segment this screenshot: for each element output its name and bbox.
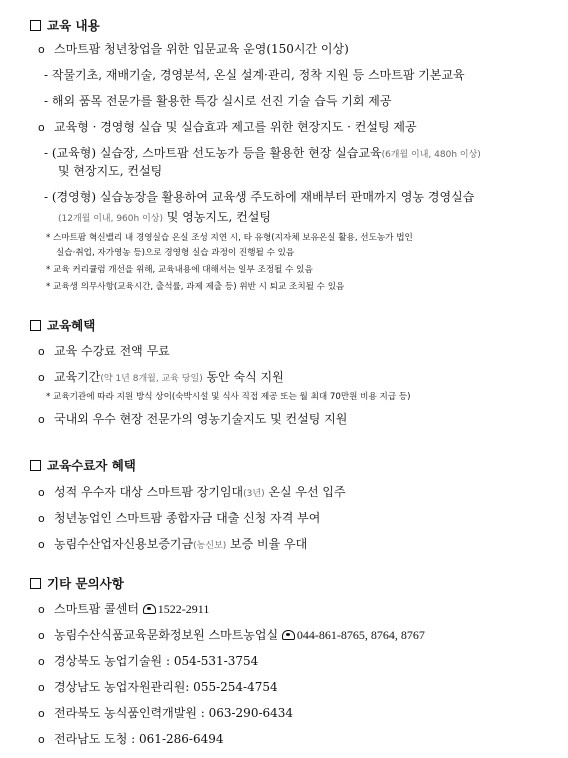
list-item: o 경상북도 농업기술원 : 054-531-3754 xyxy=(38,654,259,668)
circle-bullet-icon: o xyxy=(38,413,45,426)
checkbox-square-icon xyxy=(30,20,41,31)
circle-bullet-icon: o xyxy=(38,681,45,694)
list-item: o 전라남도 도청 : 061-286-6494 xyxy=(38,732,224,746)
circle-bullet-icon: o xyxy=(38,538,45,551)
list-item: o 국내외 우수 현장 전문가의 영농기술지도 및 컨설팅 지원 xyxy=(38,412,348,426)
circle-bullet-icon: o xyxy=(38,486,45,499)
section-title-other-inquiries: 기타 문의사항 xyxy=(30,574,124,592)
list-item: o 교육 수강료 전액 무료 xyxy=(38,344,170,358)
footnote: * 교육 커리큘럼 개선을 위해, 교육내용에 대해서는 일부 조정될 수 있음 xyxy=(46,265,313,275)
list-item: - (경영형) 실습농장을 활용하여 교육생 주도하에 재배부터 판매까지 영농 경영실습 xyxy=(44,190,475,204)
footnote: * 스마트팜 혁신밸리 내 경영실습 온실 조성 지연 시, 타 유형(지자체 보유온실 활용, 선도농가 법인 xyxy=(46,233,413,243)
checkbox-square-icon xyxy=(30,320,41,331)
checkbox-square-icon xyxy=(30,460,41,471)
circle-bullet-icon: o xyxy=(38,707,45,720)
list-item: o 교육형 · 경영형 실습 및 실습효과 제고를 위한 현장지도 · 컨설팅 제공 xyxy=(38,120,417,134)
list-item-continuation: 및 현장지도, 컨설팅 xyxy=(58,164,163,178)
section-title-graduate-benefits: 교육수료자 혜택 xyxy=(30,456,136,474)
section-title-education-content: 교육 내용 xyxy=(30,16,100,34)
list-item: o 전라북도 농식품인력개발원 : 063-290-6434 xyxy=(38,706,294,720)
circle-bullet-icon: o xyxy=(38,43,45,56)
list-item: o 농림수산식품교육문화정보원 스마트농업실 044-861-8765, 8764, 8767 xyxy=(38,628,425,642)
circle-bullet-icon: o xyxy=(38,629,45,642)
section-title-education-benefits: 교육혜택 xyxy=(30,316,95,334)
circle-bullet-icon: o xyxy=(38,345,45,358)
list-item: o 성적 우수자 대상 스마트팜 장기임대(3년) 온실 우선 입주 xyxy=(38,485,346,499)
checkbox-square-icon xyxy=(30,578,41,589)
list-item: o 스마트팜 콜센터 1522-2911 xyxy=(38,602,210,616)
circle-bullet-icon: o xyxy=(38,603,45,616)
circle-bullet-icon: o xyxy=(38,655,45,668)
list-item: - (교육형) 실습장, 스마트팜 선도농가 등을 활용한 현장 실습교육(6개월 이내, 480h 이상) xyxy=(44,146,481,160)
list-item: - 해외 품목 전문가를 활용한 특강 실시로 선진 기술 습득 기회 제공 xyxy=(44,94,392,108)
circle-bullet-icon: o xyxy=(38,733,45,746)
phone-icon xyxy=(282,630,295,640)
phone-icon xyxy=(143,604,156,614)
list-item-continuation: (12개월 이내, 960h 이상) 및 영농지도, 컨설팅 xyxy=(58,210,271,224)
list-item: o 농림수산업자신용보증기금(농신보) 보증 비율 우대 xyxy=(38,537,308,551)
list-item: o 청년농업인 스마트팜 종합자금 대출 신청 자격 부여 xyxy=(38,511,321,525)
list-item: - 작물기초, 재배기술, 경영분석, 온실 설계·관리, 정착 지원 등 스마트팜 기본교육 xyxy=(44,68,465,82)
footnote: * 교육생 의무사항(교육시간, 출석률, 과제 제출 등) 위반 시 퇴교 조치될 수 있음 xyxy=(46,282,345,292)
circle-bullet-icon: o xyxy=(38,371,45,384)
list-item: o 스마트팜 청년창업을 위한 입문교육 운영(150시간 이상) xyxy=(38,42,349,56)
list-item: o 교육기간(약 1년 8개월, 교육 당일) 동안 숙식 지원 xyxy=(38,370,284,384)
circle-bullet-icon: o xyxy=(38,512,45,525)
list-item: o 경상남도 농업자원관리원: 055-254-4754 xyxy=(38,680,278,694)
footnote: * 교육기관에 따라 지원 방식 상이(숙박시설 및 식사 직접 제공 또는 월 최대 70만원 비용 지급 등) xyxy=(46,392,411,402)
footnote-continuation: 실습·취업, 자가영농 등)으로 경영형 실습 과정이 진행될 수 있음 xyxy=(56,248,295,258)
circle-bullet-icon: o xyxy=(38,121,45,134)
